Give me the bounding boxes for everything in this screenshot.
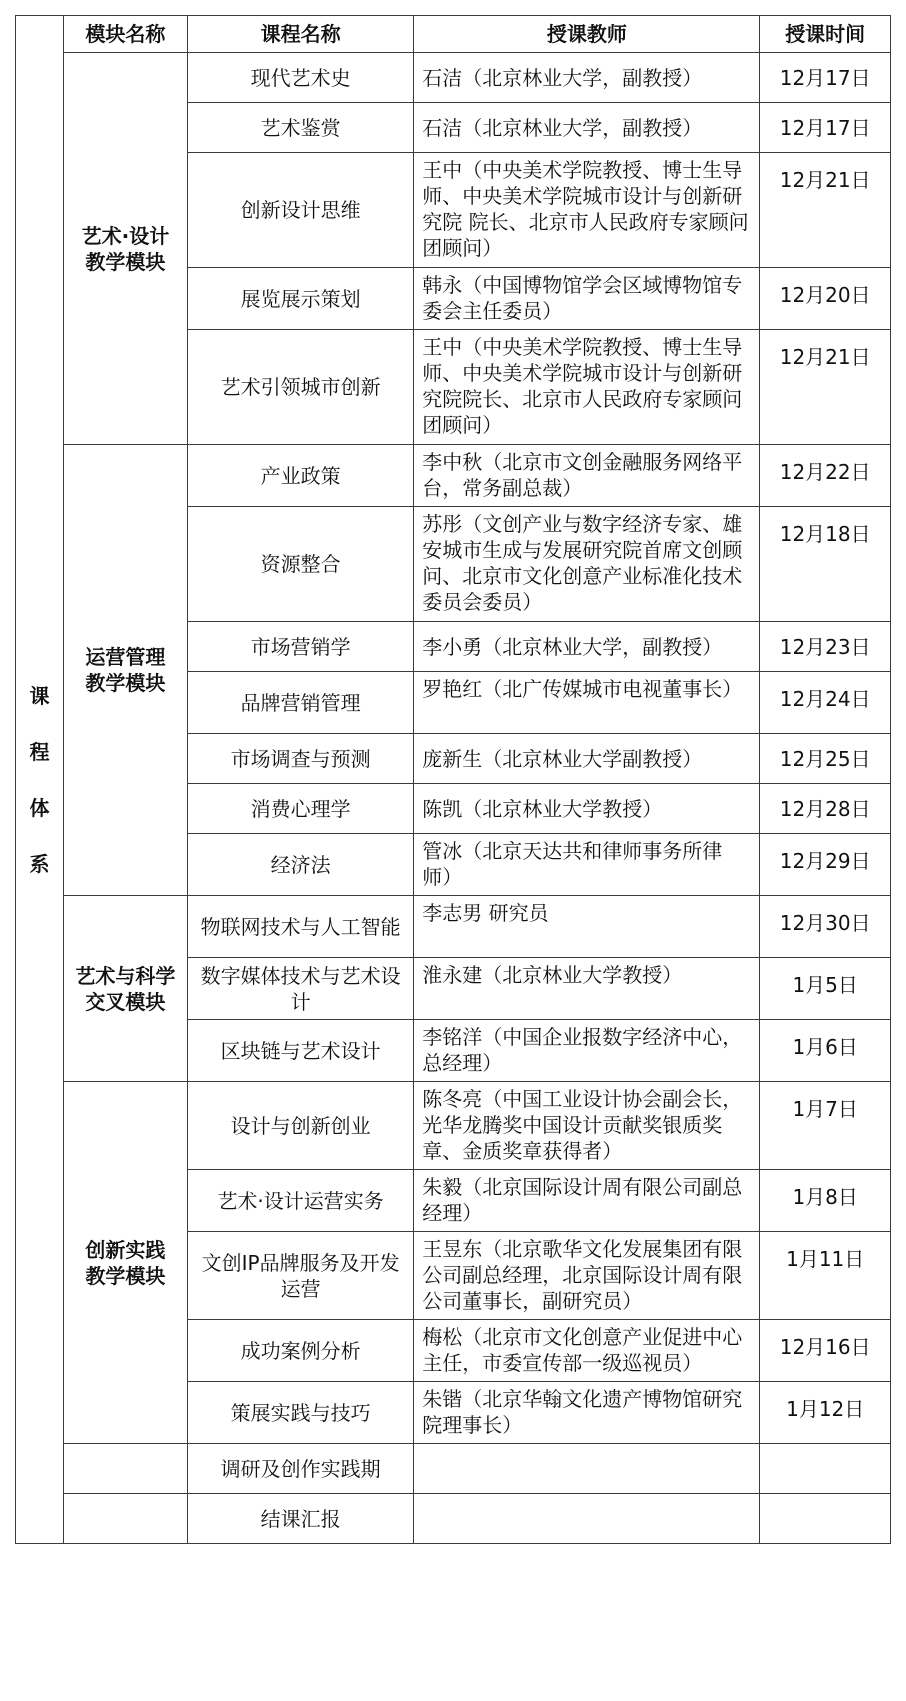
- teacher-name: 陈冬亮（中国工业设计协会副会长，光华龙腾奖中国设计贡献奖银质奖章、金质奖章获得者）: [414, 1082, 760, 1170]
- course-name: 艺术鉴赏: [187, 103, 413, 153]
- teacher-name: 李铭洋（中国企业报数字经济中心，总经理）: [414, 1020, 760, 1082]
- header-row: [16, 16, 891, 53]
- side-title-char: 系: [29, 851, 50, 876]
- module-name: 艺术与科学 交叉模块: [63, 896, 187, 1082]
- teacher-name: 梅松（北京市文化创意产业促进中心主任，市委宣传部一级巡视员）: [414, 1320, 760, 1382]
- teacher-name: 苏彤（文创产业与数字经济专家、雄安城市生成与发展研究院首席文创顾问、北京市文化创意产业标准化技术委员会委员）: [414, 507, 760, 622]
- course-time: 12月30日: [760, 896, 891, 958]
- course-name: 数字媒体技术与艺术设计: [187, 958, 413, 1020]
- module-name-empty: [63, 1444, 187, 1494]
- header-time: 授课时间: [760, 16, 891, 53]
- teacher-name: 陈凯（北京林业大学教授）: [414, 784, 760, 834]
- course-time: 1月7日: [760, 1082, 891, 1170]
- course-time: 12月17日: [760, 53, 891, 103]
- side-title-char: 程: [29, 739, 50, 764]
- module-name: 运营管理 教学模块: [63, 445, 187, 896]
- course-name: 产业政策: [187, 445, 413, 507]
- course-time: 1月11日: [760, 1232, 891, 1320]
- course-time: 1月5日: [760, 958, 891, 1020]
- course-name: 艺术引领城市创新: [187, 330, 413, 445]
- teacher-name: 管冰（北京天达共和律师事务所律师）: [414, 834, 760, 896]
- course-name: 物联网技术与人工智能: [187, 896, 413, 958]
- course-system-table: [15, 15, 891, 1544]
- course-time: 1月12日: [760, 1382, 891, 1444]
- teacher-name: 朱毅（北京国际设计周有限公司副总经理）: [414, 1170, 760, 1232]
- course-name: 区块链与艺术设计: [187, 1020, 413, 1082]
- course-time: 1月8日: [760, 1170, 891, 1232]
- teacher-name: 韩永（中国博物馆学会区域博物馆专委会主任委员）: [414, 268, 760, 330]
- course-name: 设计与创新创业: [187, 1082, 413, 1170]
- course-name: 资源整合: [187, 507, 413, 622]
- course-name: 创新设计思维: [187, 153, 413, 268]
- header-module: 模块名称: [63, 16, 187, 53]
- teacher-name: 淮永建（北京林业大学教授）: [414, 958, 760, 1020]
- side-title-text: [24, 683, 55, 877]
- table-row: [16, 1444, 891, 1494]
- header-teacher: 授课教师: [414, 16, 760, 53]
- table-row: [16, 53, 891, 103]
- teacher-name: 王中（中央美术学院教授、博士生导师、中央美术学院城市设计与创新研究院 院长、北京市人民政府专家顾问团顾问）: [414, 153, 760, 268]
- course-name: 现代艺术史: [187, 53, 413, 103]
- side-title: [16, 16, 64, 1544]
- course-time: [760, 1494, 891, 1544]
- table-row: [16, 1082, 891, 1170]
- course-name: 成功案例分析: [187, 1320, 413, 1382]
- course-time: 12月17日: [760, 103, 891, 153]
- teacher-name: [414, 1444, 760, 1494]
- teacher-name: 王中（中央美术学院教授、博士生导师、中央美术学院城市设计与创新研究院院长、北京市人民政府专家顾问团顾问）: [414, 330, 760, 445]
- course-time: 1月6日: [760, 1020, 891, 1082]
- course-time: 12月24日: [760, 672, 891, 734]
- course-time: 12月28日: [760, 784, 891, 834]
- course-name: 消费心理学: [187, 784, 413, 834]
- header-course: 课程名称: [187, 16, 413, 53]
- course-name: 展览展示策划: [187, 268, 413, 330]
- course-time: [760, 1444, 891, 1494]
- table-row: [16, 896, 891, 958]
- course-name: 结课汇报: [187, 1494, 413, 1544]
- course-name: 市场调查与预测: [187, 734, 413, 784]
- course-name: 经济法: [187, 834, 413, 896]
- course-name: 文创IP品牌服务及开发运营: [187, 1232, 413, 1320]
- course-name: 品牌营销管理: [187, 672, 413, 734]
- course-time: 12月18日: [760, 507, 891, 622]
- teacher-name: 罗艳红（北广传媒城市电视董事长）: [414, 672, 760, 734]
- module-name: 创新实践 教学模块: [63, 1082, 187, 1444]
- teacher-name: 李中秋（北京市文创金融服务网络平台，常务副总裁）: [414, 445, 760, 507]
- table-row: [16, 445, 891, 507]
- course-name: 策展实践与技巧: [187, 1382, 413, 1444]
- teacher-name: 石洁（北京林业大学，副教授）: [414, 103, 760, 153]
- course-name: 艺术·设计运营实务: [187, 1170, 413, 1232]
- teacher-name: 李小勇（北京林业大学，副教授）: [414, 622, 760, 672]
- teacher-name: 王昱东（北京歌华文化发展集团有限公司副总经理，北京国际设计周有限公司董事长，副研究员）: [414, 1232, 760, 1320]
- course-time: 12月29日: [760, 834, 891, 896]
- course-name: 调研及创作实践期: [187, 1444, 413, 1494]
- teacher-name: 朱锴（北京华翰文化遗产博物馆研究院理事长）: [414, 1382, 760, 1444]
- table-row: [16, 1494, 891, 1544]
- teacher-name: [414, 1494, 760, 1544]
- course-time: 12月25日: [760, 734, 891, 784]
- course-time: 12月23日: [760, 622, 891, 672]
- table-body: [16, 16, 891, 1544]
- side-title-char: 体: [29, 795, 50, 820]
- course-time: 12月20日: [760, 268, 891, 330]
- teacher-name: 石洁（北京林业大学，副教授）: [414, 53, 760, 103]
- course-time: 12月21日: [760, 330, 891, 445]
- teacher-name: 庞新生（北京林业大学副教授）: [414, 734, 760, 784]
- teacher-name: 李志男 研究员: [414, 896, 760, 958]
- course-name: 市场营销学: [187, 622, 413, 672]
- module-name: 艺术·设计 教学模块: [63, 53, 187, 445]
- course-time: 12月22日: [760, 445, 891, 507]
- module-name-empty: [63, 1494, 187, 1544]
- course-time: 12月21日: [760, 153, 891, 268]
- course-time: 12月16日: [760, 1320, 891, 1382]
- side-title-char: 课: [29, 683, 50, 708]
